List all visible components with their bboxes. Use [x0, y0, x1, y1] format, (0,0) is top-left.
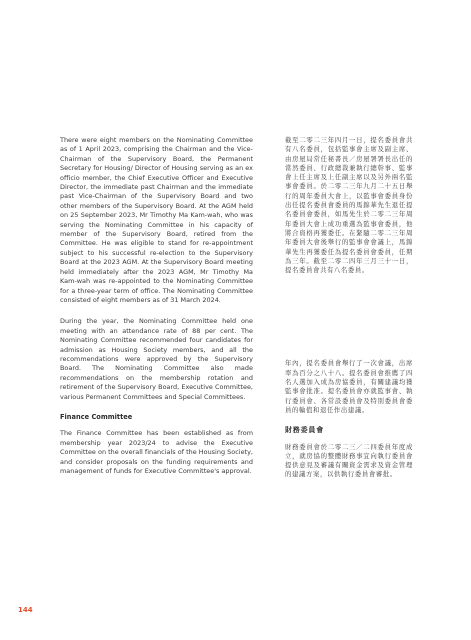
nominating-committee-meetings-paragraph-zh: 年內，提名委員會舉行了一次會議，出席率為百分之八十八。提名委員會推薦了四名人選加入成為房協委員，有關建議均獲監事會批准。提名委員會亦就監事會、執行委員會、各常設委員會及特別委員會委員的輪值和退任作出建議。	[285, 359, 413, 414]
finance-committee-paragraph-zh: 財務委員會於二零二三／二四委員年度成立，就房協的整體財務事宜向執行委員會提供意見及審議有關資金需求及資金管理的建議方案，以供執行委員會審批。	[285, 442, 413, 479]
finance-committee-paragraph: The Finance Committee has been established as from membership year 2023/24 to advise the Executive Committee on the overall financials of the Housing Society, and consider proposals on the funding requirements and management of funds for Executive Committee's approval.	[60, 429, 253, 475]
chinese-column	[285, 136, 413, 480]
page-number: 144	[18, 606, 33, 614]
english-column	[60, 136, 253, 476]
finance-committee-heading-zh: 財務委員會	[285, 426, 324, 435]
nominating-committee-membership-paragraph: There were eight members on the Nominating Committee as of 1 April 2023, comprising the Chairman and the Vice-Chairman of the Supervisory Board, the Permanent Secretary for Housing/ Director of Housing serving as an ex officio member, the Chief Executive Officer and Executive Director, the immediate past Chairman and the immediate past Vice-Chairman of the Supervisory Board and two other members of the Supervisory Board. At the AGM held on 25 September 2023, Mr Timothy Ma Kam-wah, who was serving the Nominating Committee in his capacity of member of the Supervisory Board, retired from the Committee. He was eligible to stand for re-appointment subject to his successful re-election to the Supervisory Board at the 2023 AGM. At the Supervisory Board meeting held immediately after the 2023 AGM, Mr Timothy Ma Kam-wah was re-appointed to the Nominating Committee for a three-year term of office. The Nominating Committee consisted of eight members as of 31 March 2024.	[60, 136, 253, 304]
finance-committee-heading: Finance Committee	[60, 412, 133, 421]
nominating-committee-membership-paragraph-zh: 截至二零二三年四月一日，提名委員會共有八名委員，包括監事會主席及副主席、由房屋局常任秘書長／房屋署署長出任的當然委員、行政總裁兼執行總幹事、監事會上任主席及上任副主席以及另外兩名監事會委員。於二零二三年九月二十五日舉行的周年委員大會上，以監事會委員身份出任提名委員會委員的馬錦華先生退任提名委員會委員，如馬先生於二零二三年周年委員大會上成功重選為監事會委員，他將合資格再獲委任。在緊隨二零二三年周年委員大會後舉行的監事會會議上，馬錦華先生再獲委任為提名委員會委員，任期為三年。截至二零二四年三月三十一日，提名委員會共有八名委員。	[285, 136, 413, 275]
nominating-committee-meetings-paragraph: During the year, the Nominating Committee held one meeting with an attendance rate of 88 per cent. The Nominating Committee recommended four candidates for admission as Housing Society members, and all the recommendations were approved by the Supervisory Board. The Nominating Committee also made recommendations on the membership rotation and retirement of the Supervisory Board, Executive Committee, various Permanent Committees and Special Committees.	[60, 317, 253, 401]
